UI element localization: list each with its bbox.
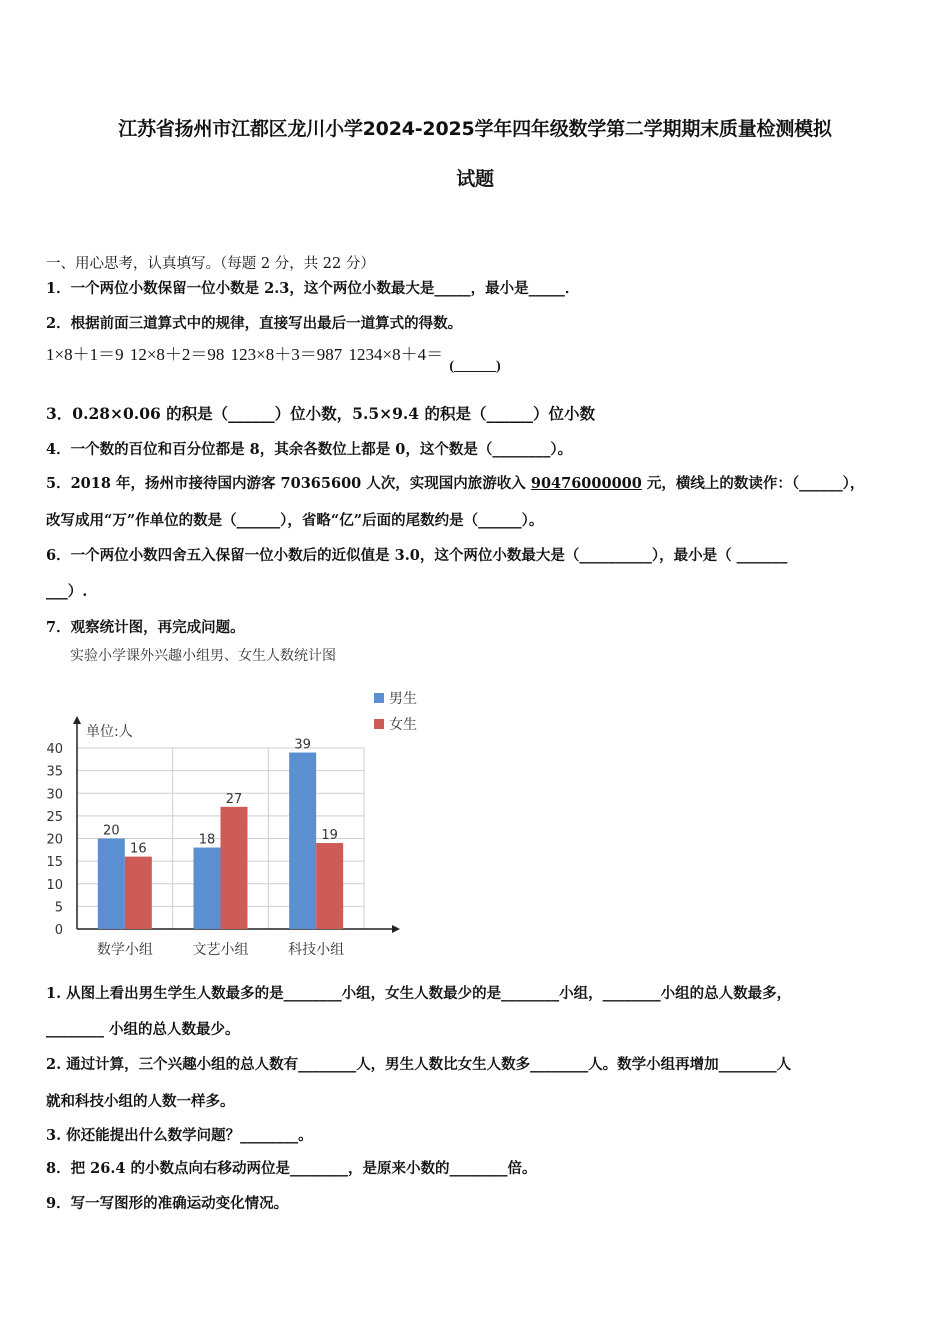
question-7: 7．观察统计图，再完成问题。 bbox=[46, 619, 245, 636]
y-tick-label: 35 bbox=[46, 764, 63, 780]
question-2-blank: (______) bbox=[449, 359, 501, 374]
question-2: 2．根据前面三道算式中的规律，直接写出最后一道算式的得数。 bbox=[46, 315, 463, 332]
bar-value-label: 27 bbox=[225, 791, 243, 807]
question-5-text-a: 5．2018 年，扬州市接待国内游客 70365600 人次，实现国内旅游收入 bbox=[46, 475, 531, 492]
question-3: 3．0.28×0.06 的积是（______）位小数，5.5×9.4 的积是（______）位小数 bbox=[46, 404, 595, 423]
bar-value-label: 39 bbox=[294, 737, 311, 753]
y-tick-label: 10 bbox=[46, 877, 63, 893]
question-5-underlined-number: 90476000000 bbox=[530, 475, 642, 492]
bar-value-label: 19 bbox=[321, 828, 338, 844]
y-tick-label: 20 bbox=[46, 832, 63, 848]
bar-value-label: 20 bbox=[103, 823, 120, 839]
y-axis-arrow bbox=[73, 716, 81, 724]
question-5-line2: 改写成用“万”作单位的数是（______），省略“亿”后面的尾数约是（______）。 bbox=[46, 512, 544, 529]
x-category-label: 文艺小组 bbox=[192, 942, 249, 958]
question-7-sub2-line2: 就和科技小组的人数一样多。 bbox=[46, 1093, 235, 1110]
question-8: 8．把 26.4 的小数点向右移动两位是________，是原来小数的________倍。 bbox=[46, 1160, 537, 1177]
bar-boys-1 bbox=[194, 848, 221, 929]
question-6-line2: ___）. bbox=[46, 583, 88, 600]
legend-swatch-1 bbox=[374, 719, 384, 729]
legend-swatch-0 bbox=[374, 693, 384, 703]
x-axis-arrow bbox=[392, 925, 400, 933]
question-7-sub2-line1: 2. 通过计算，三个兴趣小组的总人数有________人，男生人数比女生人数多________人。数学小组再增加________人 bbox=[46, 1056, 792, 1073]
y-tick-label: 40 bbox=[46, 742, 63, 757]
question-4: 4．一个数的百位和百分位都是 8，其余各数位上都是 0，这个数是（________）。 bbox=[46, 441, 573, 458]
question-7-sub1-line2: ________ 小组的总人数最少。 bbox=[46, 1021, 240, 1038]
x-category-label: 数学小组 bbox=[96, 942, 153, 958]
y-tick-label: 25 bbox=[46, 809, 63, 825]
bar-girls-2 bbox=[316, 843, 343, 929]
question-9: 9．写一写图形的准确运动变化情况。 bbox=[46, 1195, 289, 1212]
bar-boys-2 bbox=[289, 753, 316, 929]
y-tick-label: 0 bbox=[54, 923, 63, 938]
question-6-line1: 6．一个两位小数四舍五入保留一位小数后的近似值是 3.0，这个两位小数最大是（__________），最小是（ _______ bbox=[46, 547, 788, 564]
question-1: 1．一个两位小数保留一位小数是 2.3，这个两位小数最大是_____，最小是_____． bbox=[46, 280, 580, 297]
page-title-line1: 江苏省扬州市江都区龙川小学2024-2025学年四年级数学第二学期期末质量检测模拟 bbox=[118, 118, 832, 140]
x-category-label: 科技小组 bbox=[288, 942, 345, 958]
y-tick-label: 15 bbox=[46, 855, 63, 871]
bar-girls-1 bbox=[221, 807, 248, 929]
section1-heading: 一、用心思考，认真填写。（每题 2 分，共 22 分） bbox=[46, 256, 375, 272]
page-title-line2: 试题 bbox=[456, 168, 494, 190]
chart-title: 实验小学课外兴趣小组男、女生人数统计图 bbox=[70, 648, 336, 664]
bar-girls-0 bbox=[125, 857, 152, 929]
y-tick-label: 30 bbox=[46, 787, 63, 803]
question-2-formula-text: 1×8＋1＝9 12×8＋2＝98 123×8＋3＝987 1234×8＋4＝ bbox=[46, 345, 444, 364]
question-5-text-b: 元，横线上的数读作：（______）， bbox=[641, 475, 865, 492]
question-7-sub3: 3. 你还能提出什么数学问题？________。 bbox=[46, 1127, 313, 1144]
legend-label-0: 男生 bbox=[389, 691, 417, 707]
bar-boys-0 bbox=[98, 839, 125, 930]
y-axis-label: 单位:人 bbox=[86, 724, 133, 740]
legend-label-1: 女生 bbox=[389, 717, 417, 733]
bar-value-label: 16 bbox=[130, 841, 147, 857]
y-tick-label: 5 bbox=[54, 900, 63, 916]
question-7-sub1-line1: 1. 从图上看出男生学生人数最多的是________小组，女生人数最少的是________小组，________小组的总人数最多， bbox=[46, 985, 792, 1002]
bar-value-label: 18 bbox=[198, 832, 216, 848]
